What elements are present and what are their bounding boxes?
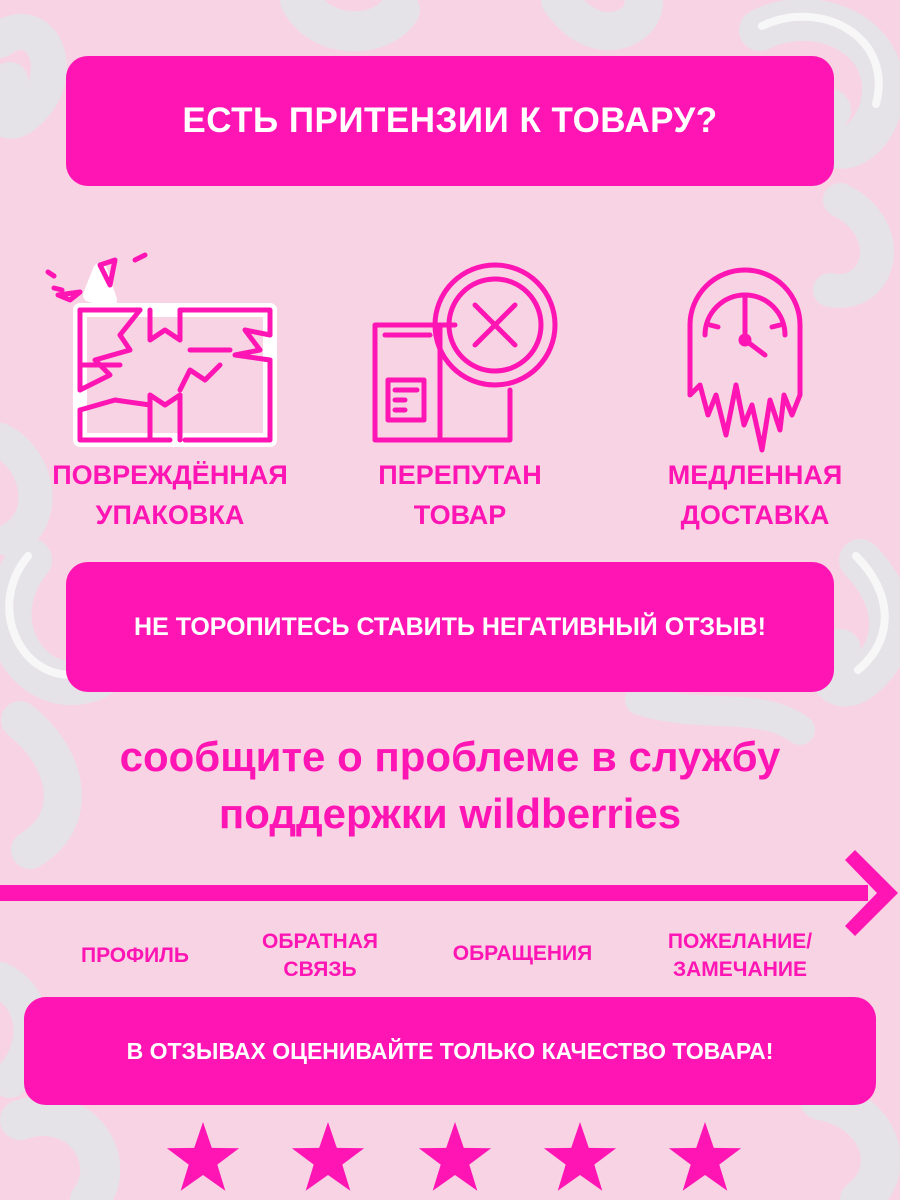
wrong-item-icon [360, 255, 560, 445]
rating-stars [0, 1108, 900, 1200]
melting-clock-icon [670, 255, 820, 455]
feature-label-damaged-packaging: ПОВРЕЖДЁННАЯ УПАКОВКА [52, 460, 288, 530]
feature-label-slow-delivery: МЕДЛЕННАЯ ДОСТАВКА [667, 460, 843, 530]
step-suggestion: ПОЖЕЛАНИЕ/ ЗАМЕЧАНИЕ [667, 930, 813, 981]
star-icon [419, 1122, 491, 1191]
star-icon [167, 1122, 239, 1191]
broken-box-icon [40, 240, 280, 450]
support-instruction: сообщите о проблеме в службу поддержки wildberries [119, 733, 781, 837]
step-requests: ОБРАЩЕНИЯ [452, 942, 593, 965]
rate-text: В ОТЗЫВАХ ОЦЕНИВАЙТЕ ТОЛЬКО КАЧЕСТВО ТОВАРА! [126, 1037, 774, 1064]
rate-banner [24, 997, 876, 1105]
warning-banner [66, 562, 834, 692]
question-banner [66, 56, 834, 186]
question-title: ЕСТЬ ПРИТЕНЗИИ К ТОВАРУ? [182, 101, 718, 140]
warning-text: НЕ ТОРОПИТЕСЬ СТАВИТЬ НЕГАТИВНЫЙ ОТЗЫВ! [134, 612, 766, 641]
star-icon [544, 1122, 616, 1191]
star-icon [292, 1122, 364, 1191]
step-feedback: ОБРАТНАЯ СВЯЗЬ [262, 930, 378, 981]
star-icon [669, 1122, 741, 1191]
feature-label-wrong-item: ПЕРЕПУТАН ТОВАР [378, 460, 542, 530]
step-profile: ПРОФИЛЬ [80, 944, 189, 967]
